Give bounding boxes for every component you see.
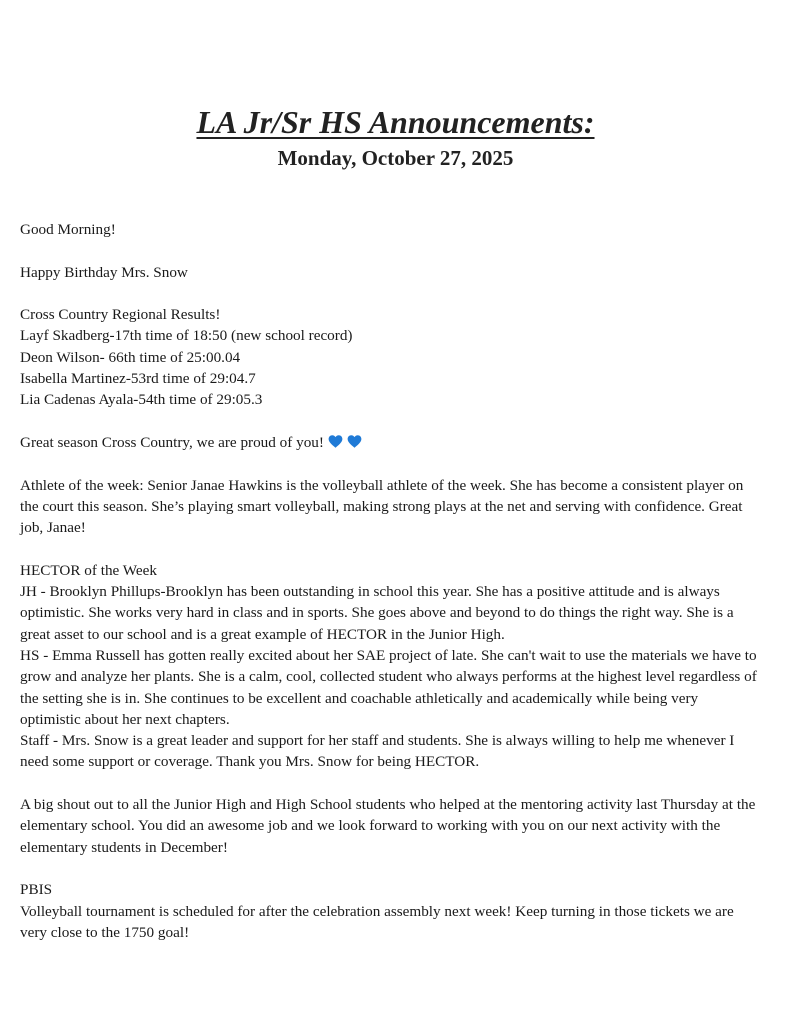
hector-staff-line: need some support or coverage. Thank you Mrs. Snow for being HECTOR. [20, 753, 480, 771]
hector-hs-line: HS - Emma Russell has gotten really excited about her SAE project of late. She can't wait to use the materials we have to [20, 646, 757, 664]
cross-country-heading: Cross Country Regional Results! [20, 306, 221, 324]
cross-country-result: Isabella Martinez-53rd time of 29:04.7 [20, 370, 256, 388]
hector-hs-line: grow and analyze her plants. She is a calm, cool, collected student who always performs at the highest level regardless of [20, 668, 757, 686]
pbis-line: very close to the 1750 goal! [20, 923, 190, 941]
hector-jh-line: JH - Brooklyn Phillups-Brooklyn has been outstanding in school this year. She has a positive attitude and is always [20, 583, 720, 601]
pbis-line: Volleyball tournament is scheduled for after the celebration assembly next week! Keep turning in those tickets we are [20, 902, 734, 920]
pbis-section [20, 879, 780, 943]
shoutout-line: A big shout out to all the Junior High and High School students who helped at the mentoring activity last Thursday at the [20, 796, 756, 814]
cross-country-result: Lia Cadenas Ayala-54th time of 29:05.3 [20, 391, 263, 409]
athlete-line: the court this season. She’s playing smart volleyball, making strong plays at the net and serving with confidence. Great [20, 497, 743, 515]
announcement-body [20, 219, 780, 943]
hector-hs-line: the setting she is in. She continues to be excellent and coachable athletically and academically while being very [20, 689, 699, 707]
hector-section [20, 560, 780, 773]
greeting: Good Morning! [20, 221, 116, 238]
shoutout-line: elementary students in December! [20, 838, 228, 856]
athlete-of-week-section [20, 475, 780, 539]
pbis-heading: PBIS [20, 881, 53, 899]
athlete-line: Athlete of the week: Senior Janae Hawkins is the volleyball athlete of the week. She has become a consistent player on [20, 476, 744, 494]
blue-heart-icon [328, 434, 343, 449]
hector-heading: HECTOR of the Week [20, 561, 157, 579]
cross-country-result: Deon Wilson- 66th time of 25:00.04 [20, 348, 241, 366]
blue-heart-icon [347, 434, 362, 449]
cross-country-result: Layf Skadberg-17th time of 18:50 (new school record) [20, 327, 353, 345]
birthday-note: Happy Birthday Mrs. Snow [20, 263, 188, 281]
page-title: LA Jr/Sr HS Announcements: [196, 104, 595, 140]
cross-country-closing [20, 432, 780, 453]
announcement-date: Monday, October 27, 2025 [277, 146, 514, 170]
hector-jh-line: great asset to our school and is a great example of HECTOR in the Junior High. [20, 625, 505, 643]
cross-country-closing-text: Great season Cross Country, we are proud of you! [20, 433, 324, 451]
athlete-line: job, Janae! [20, 519, 86, 537]
hector-jh-line: optimistic. She works very hard in class and in sports. She goes above and beyond to do things the right way. She is a [20, 604, 734, 622]
hector-staff-line: Staff - Mrs. Snow is a great leader and support for her staff and students. She is always willing to help me whenever I [20, 732, 735, 750]
shoutout-section [20, 794, 780, 858]
shoutout-line: elementary school. You did an awesome job and we look forward to working with you on our next activity with the [20, 817, 721, 835]
hector-hs-line: optimistic about her next chapters. [20, 710, 230, 728]
cross-country-section [20, 304, 780, 453]
